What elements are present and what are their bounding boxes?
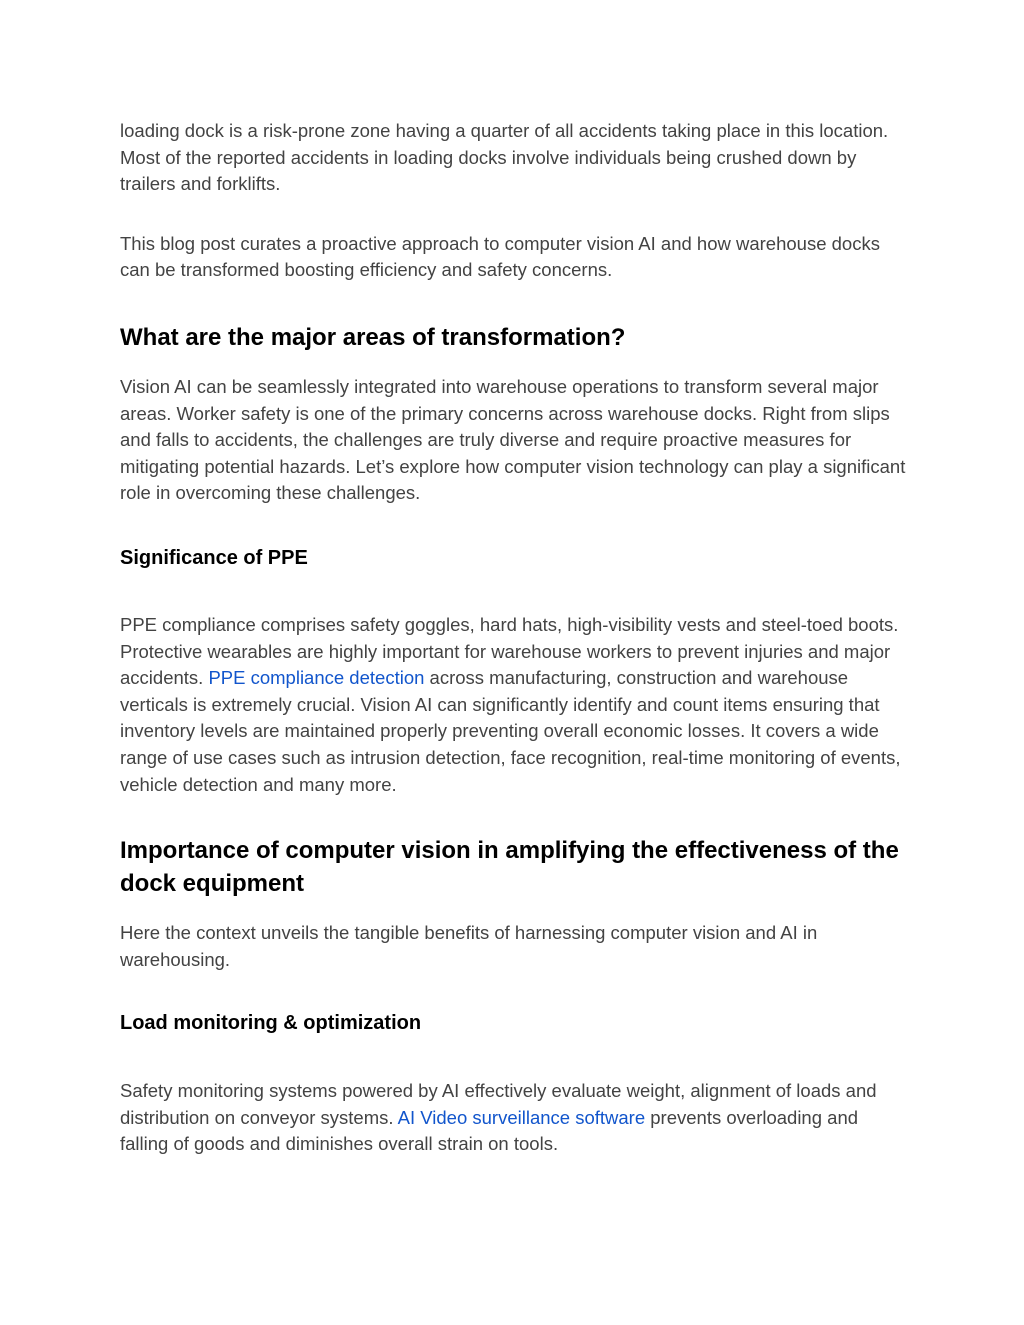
heading-load-monitoring: Load monitoring & optimization [120,1012,422,1035]
load-monitoring-paragraph [120,1078,910,1158]
ppe-paragraph-text-after: across manufacturing, construction and warehouse verticals is extremely crucial. Vision AI can significantly identify and count items ensuring that inventory levels are maintained properly preventing overall economic losses. It covers a wide range of use cases such as intrusion detection, face recognition, real-time monitoring of events, vehicle detection and many more. [120,667,901,795]
heading-importance-of-computer-vision: Importance of computer vision in amplifying the effectiveness of the dock equipment [120,837,899,898]
ai-video-surveillance-link[interactable]: AI Video surveillance software [397,1106,646,1128]
benefits-intro-paragraph: Here the context unveils the tangible benefits of harnessing computer vision and AI in warehousing. [120,922,818,970]
document-page [120,118,910,1158]
heading-significance-of-ppe: Significance of PPE [120,546,308,569]
ppe-paragraph [120,612,910,798]
heading-major-areas: What are the major areas of transformation? [120,323,626,351]
intro-paragraph: loading dock is a risk-prone zone having a quarter of all accidents taking place in this location. Most of the reported accidents in loading docks involve individuals being crushed down by trailers and forklifts. [120,120,889,195]
ppe-compliance-detection-link[interactable]: PPE compliance detection [208,667,425,689]
ppe-paragraph-text-before: PPE compliance comprises safety goggles, hard hats, high-visibility vests and steel-toed boots. Protective wearables are highly important for warehouse workers to prevent injuries and major accidents. [120,613,899,689]
load-paragraph-text-after: prevents overloading and falling of goods and diminishes overall strain on tools. [120,1106,859,1155]
vision-ai-paragraph: Vision AI can be seamlessly integrated into warehouse operations to transform several major areas. Worker safety is one of the primary concerns across warehouse docks. Right from slips and falls to accidents, the challenges are truly diverse and require proactive measures for mitigating potential hazards. Let’s explore how computer vision technology can play a significant role in overcoming these challenges. [120,375,906,504]
load-paragraph-text-before: Safety monitoring systems powered by AI effectively evaluate weight, alignment of loads and distribution on conveyor systems. [120,1080,877,1128]
blog-purpose-paragraph: This blog post curates a proactive approach to computer vision AI and how warehouse docks can be transformed boosting efficiency and safety concerns. [120,232,880,281]
